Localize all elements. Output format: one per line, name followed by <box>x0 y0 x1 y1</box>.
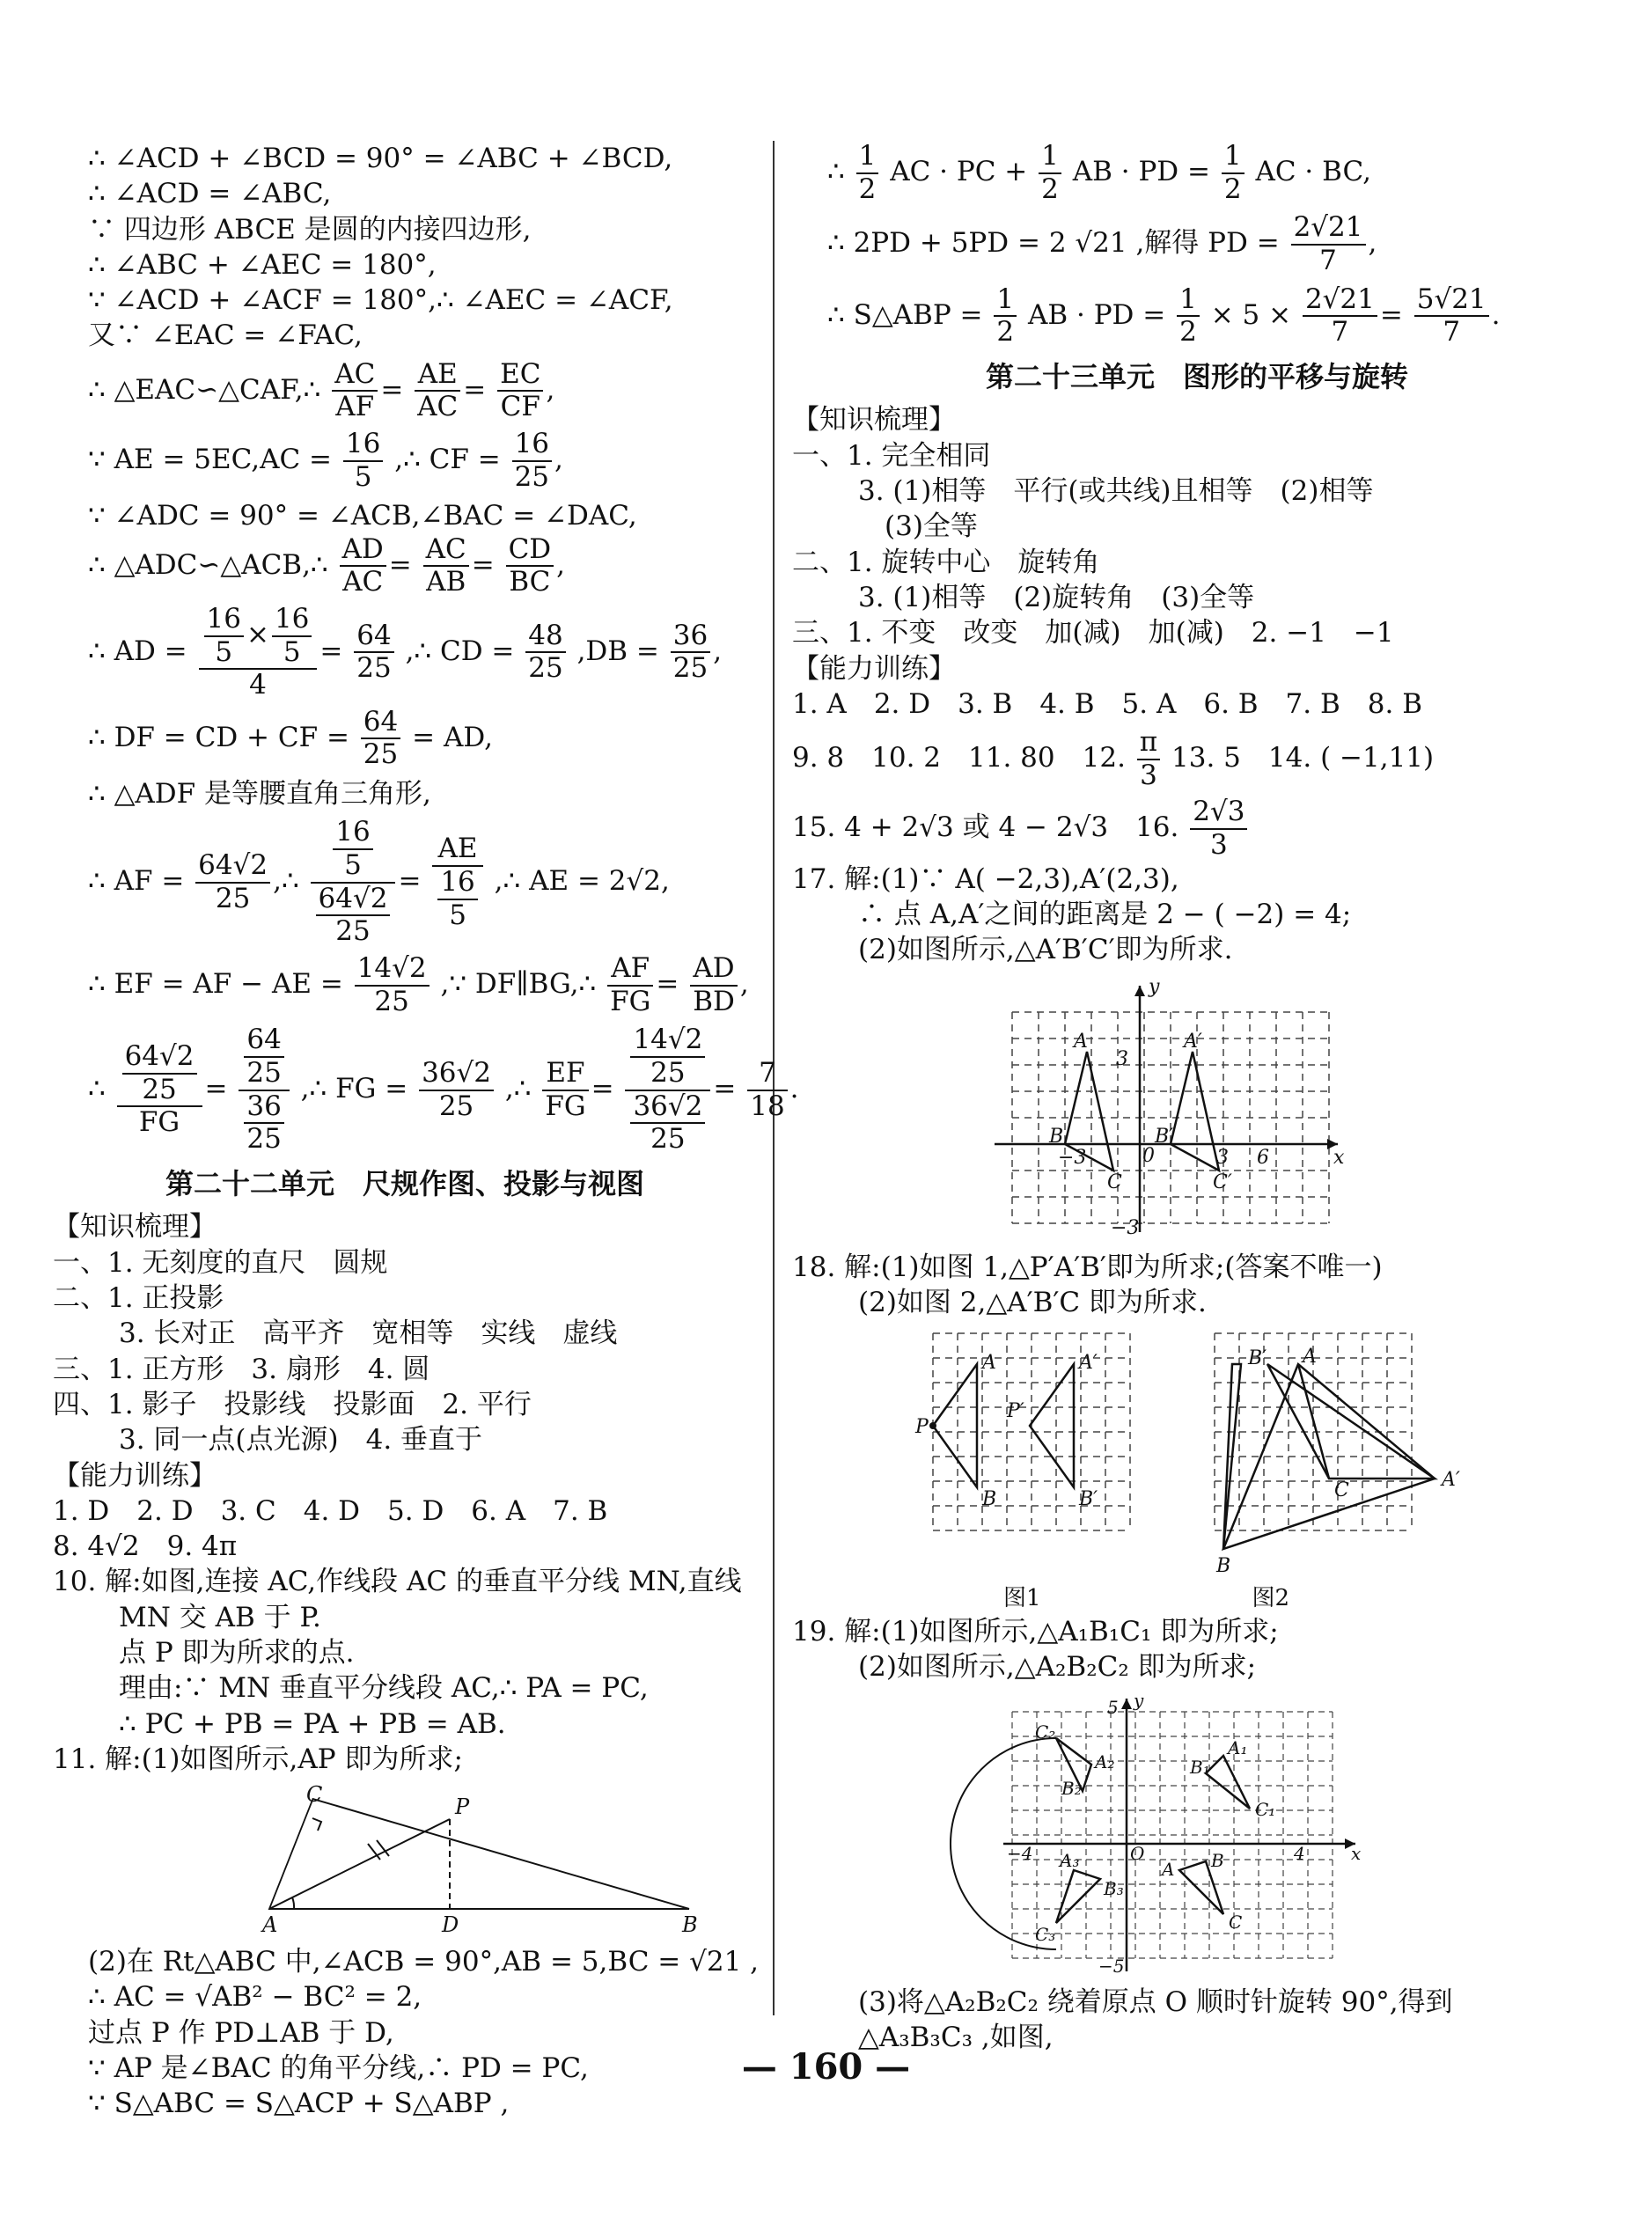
fraction <box>1291 212 1366 276</box>
fraction <box>423 534 469 598</box>
fraction <box>630 1024 705 1089</box>
text-line: ∴ 点 A,A′之间的距离是 2 − ( −2) = 4; <box>858 898 1352 930</box>
tick-label-6: 6 <box>1257 1146 1269 1169</box>
denominator: 25 <box>215 882 251 914</box>
text-line: ∵ ∠ADC = 90° = ∠ACB,∠BAC = ∠DAC, <box>88 500 637 532</box>
fraction <box>244 1091 283 1156</box>
text-line: (3)全等 <box>885 510 978 543</box>
denominator: 2 <box>1223 172 1242 205</box>
fraction <box>343 429 383 493</box>
text-line: 过点 P 作 PD⊥AB 于 D, <box>88 2016 394 2049</box>
angle-arc <box>292 1897 294 1909</box>
numerator: 64√2 <box>195 850 270 884</box>
denominator <box>432 867 482 931</box>
text-line: 三、1. 不变 改变 加(减) 加(减) 2. −1 −1 <box>792 617 1394 649</box>
denominator: FG <box>138 1106 180 1139</box>
numerator: AD <box>690 953 738 987</box>
label-a: A <box>1162 1858 1175 1880</box>
numerator: 7 <box>747 1058 787 1091</box>
denominator: FG <box>545 1090 586 1122</box>
label-a: A <box>262 1912 278 1938</box>
triangle-abc <box>269 1799 689 1909</box>
numerator: 1 <box>1222 141 1245 174</box>
denominator: AC <box>417 391 459 423</box>
label-b: B <box>1049 1125 1064 1148</box>
triangle-a3b3c3 <box>1056 1870 1100 1923</box>
section-header: 【能力训练】 <box>53 1459 217 1492</box>
fraction <box>361 707 400 771</box>
text-span: ∵ AE = 5EC,AC = <box>88 444 333 476</box>
text-line: (2)如图所示,△A′B′C′即为所求. <box>858 934 1233 966</box>
text-line: ∵ 四边形 ABCE 是圆的内接四边形, <box>88 213 532 246</box>
fraction <box>122 1041 197 1105</box>
fraction <box>607 953 653 1017</box>
denominator: 5 <box>283 635 301 668</box>
label-c-prime: C′ <box>1213 1171 1232 1193</box>
numerator: 36√2 <box>630 1091 705 1125</box>
denominator: CF <box>500 391 540 423</box>
fraction <box>437 867 477 931</box>
fraction <box>856 141 879 205</box>
compound-fraction <box>311 817 396 948</box>
denominator: AB <box>426 566 466 598</box>
numerator <box>239 1024 289 1090</box>
text-span: AB · PD = <box>1027 298 1166 331</box>
numerator: 16 <box>333 817 372 850</box>
fraction <box>542 1058 588 1122</box>
text-line: ∵ AE = 5EC,AC = $\frac{16}{5}$ ,∴ CF = $\frac{16}{25}$ , <box>88 428 563 493</box>
fraction <box>1039 141 1061 205</box>
denominator: 3 <box>1140 759 1157 791</box>
label-c: C <box>1107 1171 1122 1193</box>
numerator: 1 <box>856 141 879 174</box>
text-line: 二、1. 旋转中心 旋转角 <box>792 546 1100 578</box>
text-line: △A₃B₃C₃ ,如图, <box>858 2021 1054 2053</box>
text-line: ∵ ∠ACD + ∠ACF = 180°,∴ ∠AEC = ∠ACF, <box>88 284 673 317</box>
label-p: P <box>455 1794 470 1820</box>
denominator: 25 <box>356 652 392 685</box>
compound-fraction <box>117 1041 202 1139</box>
section-header: 【知识梳理】 <box>792 404 956 437</box>
denominator: 2 <box>1041 172 1059 205</box>
text-line: 四、1. 影子 投影线 投影面 2. 平行 <box>53 1388 532 1420</box>
caption-fig1: 图1 <box>1003 1585 1041 1612</box>
text-line: ∴ ∠ACD + ∠BCD = 90° = ∠ABC + ∠BCD, <box>88 143 673 174</box>
text-line: ∵ S△ABC = S△ACP + S△ABP , <box>88 2088 510 2120</box>
y-arrow-icon <box>1121 1699 1132 1709</box>
denominator <box>311 884 396 948</box>
label-a: A <box>982 1352 996 1375</box>
tick-label-4: 4 <box>1294 1842 1305 1864</box>
text-span: ∴ DF = CD + CF = <box>88 721 349 753</box>
text-line: 11. 解:(1)如图所示,AP 即为所求; <box>53 1743 463 1775</box>
numerator: 1 <box>1177 284 1200 318</box>
denominator: 25 <box>672 652 709 685</box>
fraction <box>525 620 565 685</box>
text-span: ∴ S△ABP = <box>827 298 983 331</box>
numerator <box>625 1024 710 1090</box>
text-line <box>792 796 1602 861</box>
text-span: AC · BC, <box>1255 156 1371 188</box>
numerator: 64√2 <box>316 884 391 917</box>
label-a3: A₃ <box>1060 1849 1080 1871</box>
bisector-ap <box>269 1819 450 1909</box>
numerator: 16 <box>204 604 244 637</box>
denominator <box>239 1091 289 1156</box>
text-span: × 5 × <box>1210 298 1292 331</box>
fraction <box>747 1058 787 1122</box>
text-span: 9. 8 10. 2 11. 80 12. <box>792 742 1126 774</box>
text-line: ∴ EF = AF − AE = $\frac{14√2}{25}$ ,∵ DF∥BG,∴ $\frac{AF}{FG}$ = $\frac{AD}{BD}$ , <box>88 951 749 1017</box>
axis-label-y: y <box>1149 975 1160 998</box>
denominator: BC <box>509 566 551 598</box>
text-line: ∴ △ADF 是等腰直角三角形, <box>88 778 431 811</box>
label-b-2: B <box>1216 1555 1231 1578</box>
tick-label-neg3x: −3 <box>1058 1146 1087 1169</box>
text-line: (3)将△A₂B₂C₂ 绕着原点 O 顺时针旋转 90°,得到 <box>858 1985 1453 2018</box>
denominator: 5 <box>354 460 372 493</box>
numerator: 2√21 <box>1291 212 1366 246</box>
section-header: 【知识梳理】 <box>53 1211 217 1244</box>
label-c: C <box>306 1782 323 1808</box>
denominator: 7 <box>1319 244 1337 276</box>
numerator: 64√2 <box>122 1041 197 1075</box>
fraction <box>630 1091 705 1156</box>
text-line: 10. 解:如图,连接 AC,作线段 AC 的垂直平分线 MN,直线 <box>53 1566 742 1598</box>
denominator: 5 <box>344 849 362 882</box>
tick-label-5: 5 <box>1107 1696 1119 1718</box>
text-line: 又∵ ∠EAC = ∠FAC, <box>88 319 363 352</box>
denominator: 2 <box>1179 316 1197 349</box>
label-c3: C₃ <box>1035 1923 1056 1945</box>
label-c: C <box>1229 1911 1243 1933</box>
text-line: 3. (1)相等 (2)旋转角 (3)全等 <box>858 581 1255 613</box>
text-span: ,∴ FG = <box>300 1073 408 1105</box>
denominator: 25 <box>246 1056 282 1089</box>
text-line: 理由:∵ MN 垂直平分线段 AC,∴ PA = PC, <box>119 1672 649 1705</box>
text-line: ∴ AC = √AB² − BC² = 2, <box>88 1981 422 2014</box>
numerator: 36 <box>244 1091 283 1125</box>
label-b: B <box>982 1488 997 1511</box>
fraction <box>355 953 430 1017</box>
right-angle-mark <box>312 1818 321 1831</box>
text-line: 8. 4√2 9. 4π <box>53 1530 238 1563</box>
numerator: CD <box>506 534 554 568</box>
text-line: (2)在 Rt△ABC 中,∠ACB = 90°,AB = 5,BC = √21 , <box>88 1946 760 1978</box>
label-a2: A₂ <box>1095 1750 1115 1772</box>
compound-fraction <box>239 1024 289 1156</box>
fraction <box>195 850 270 914</box>
numerator: 16 <box>512 429 552 462</box>
label-a-prime: A′ <box>1184 1030 1202 1053</box>
numerator: 16 <box>343 429 383 462</box>
origin-label: O <box>1130 1842 1145 1864</box>
label-p: P <box>915 1416 929 1439</box>
text-span: ,DB = <box>576 635 659 667</box>
denominator: 25 <box>335 915 371 948</box>
denominator: AF <box>335 391 375 423</box>
text-line: ∴ S△ABP = $\frac{1}{2}$ AB · PD = $\frac{1}{2}$ × 5 × $\frac{2√21}{7}$ = $\frac{5√21}{7}$ . <box>827 283 1501 349</box>
text-line <box>53 707 757 771</box>
text-line: ∴ △ADC∽△ACB,∴ $\frac{AD}{AC}$ = $\frac{AC}{AB}$ = $\frac{CD}{BC}$ , <box>88 532 566 598</box>
denominator: 25 <box>528 652 563 685</box>
triangle-abc <box>1267 1364 1435 1479</box>
compound-fraction <box>625 1024 710 1156</box>
numerator: 64 <box>244 1024 283 1058</box>
numerator: 16 <box>272 604 312 637</box>
fraction <box>506 534 554 598</box>
label-b-prime: B′ <box>1155 1125 1174 1148</box>
denominator: 25 <box>650 1123 686 1156</box>
unit-title: 第二十二单元 尺规作图、投影与视图 <box>165 1166 644 1200</box>
numerator: 14√2 <box>355 953 430 987</box>
text-line <box>792 141 1602 205</box>
denominator: AC <box>342 566 384 598</box>
text-line <box>792 727 1602 791</box>
text-span: ,∵ DF∥BG,∴ <box>440 968 597 1001</box>
fraction <box>690 953 738 1017</box>
text-line: ∴ △EAC∽△CAF,∴ $\frac{AC}{AF}$ = $\frac{AE}{AC}$ = $\frac{EC}{CF}$ , <box>88 357 555 423</box>
denominator: 25 <box>438 1090 474 1122</box>
numerator: 5√21 <box>1414 284 1489 318</box>
text-span: AB · PD = <box>1072 156 1210 188</box>
fraction <box>1303 284 1377 349</box>
axis-label-x: x <box>1333 1146 1345 1169</box>
tick-label-3x: 3 <box>1216 1146 1229 1169</box>
text-span: ,∴ <box>504 1073 532 1105</box>
text-line: 17. 解:(1)∵ A( −2,3),A′(2,3), <box>792 862 1179 895</box>
text-span: ∴ <box>827 156 845 188</box>
text-line: 3. (1)相等 平行(或共线)且相等 (2)相等 <box>858 475 1374 508</box>
denominator: 25 <box>650 1056 686 1089</box>
numerator: π <box>1137 727 1160 760</box>
denominator: 4 <box>249 669 267 701</box>
text-line: 一、1. 完全相同 <box>792 439 991 472</box>
numerator <box>117 1041 202 1107</box>
figure-q19-grid <box>1003 1689 1373 1977</box>
numerator: 1 <box>994 284 1017 318</box>
label-c: C <box>1334 1479 1349 1502</box>
figure-q18 <box>915 1329 1584 1578</box>
label-a-prime: A′ <box>1079 1352 1098 1375</box>
numerator: EC <box>497 359 543 393</box>
text-span: ∴ AD = <box>88 635 187 667</box>
denominator: FG <box>610 985 651 1017</box>
text-span: 13. 5 14. ( −1,11) <box>1171 742 1435 774</box>
label-b: B <box>1211 1849 1224 1871</box>
denominator <box>625 1091 710 1156</box>
section-header: 【能力训练】 <box>792 652 956 685</box>
numerator: 1 <box>1039 141 1061 174</box>
denominator: 5 <box>449 899 466 931</box>
caption-fig2: 图2 <box>1252 1585 1290 1612</box>
text-span: ∴ 2PD + 5PD = 2 √21 ,解得 PD = <box>827 227 1280 260</box>
label-a-prime-2: A′ <box>1442 1469 1460 1492</box>
label-b-prime: B′ <box>1079 1488 1098 1511</box>
fraction <box>354 620 393 685</box>
tick-label-3: 3 <box>1116 1047 1128 1070</box>
left-column <box>53 141 799 2122</box>
axis-label-x: x <box>1351 1842 1362 1864</box>
fraction <box>333 817 372 881</box>
y-arrow-icon <box>1134 986 1145 996</box>
numerator: 2√3 <box>1190 796 1247 830</box>
fraction <box>1137 727 1160 791</box>
numerator: 16 <box>437 867 477 900</box>
fraction <box>419 1058 494 1122</box>
numerator: AE <box>415 359 460 393</box>
numerator: 36 <box>671 620 710 654</box>
fraction <box>340 534 386 598</box>
tick-label-neg3: −3 <box>1111 1216 1140 1239</box>
triangle-aux <box>1223 1364 1241 1549</box>
triangle-a1b1c1 <box>1206 1756 1250 1809</box>
fraction <box>1222 141 1245 205</box>
text-span: ∴ AF = <box>88 865 185 898</box>
numerator: AD <box>340 534 386 568</box>
denominator: 7 <box>1331 316 1349 349</box>
fraction <box>1177 284 1200 349</box>
numerator: 2√21 <box>1303 284 1377 318</box>
denominator: 2 <box>996 316 1015 349</box>
text-line: ∴ ∠ABC + ∠AEC = 180°, <box>88 248 437 281</box>
text-line: ∴ $\frac{\frac{64√2}{25}}{FG}$ = $\frac{\frac{64}{25}}{\frac{36}{25}}$ ,∴ FG = $\frac{36√2}{25}$ ,∴ $\frac{EF}{FG}$ = $\frac{\frac{14√2}{25}}{\frac{36√2}{25}}$ = $\frac{7}{18}$ . <box>88 1024 799 1156</box>
denominator: 25 <box>374 985 409 1017</box>
label-b-prime-2: B′ <box>1248 1347 1267 1370</box>
fraction <box>512 429 552 493</box>
label-b: B <box>682 1912 698 1938</box>
label-d: D <box>442 1912 459 1938</box>
denominator: 7 <box>1443 316 1461 349</box>
denominator: 25 <box>514 460 550 493</box>
fraction <box>415 359 460 423</box>
text-line: ∴ PC + PB = PA + PB = AB. <box>119 1707 506 1740</box>
fraction <box>332 359 378 423</box>
numerator: AC <box>332 359 378 393</box>
label-b1: B₁ <box>1190 1756 1210 1778</box>
text-line: ∵ AP 是∠BAC 的角平分线,∴ PD = PC, <box>88 2052 589 2085</box>
compound-fraction <box>199 604 318 701</box>
text-line: ∴ 2PD + 5PD = 2 √21 ,解得 PD = $\frac{2√21}{7}$ , <box>827 211 1377 276</box>
text-line: ∴ AF = $\frac{64√2}{25}$ ,∴ $\frac{\frac{16}{5}}{\frac{64√2}{25}}$ = $\frac{AE}{\frac{16}{5}}$ ,∴ AE = 2√2, <box>88 816 670 948</box>
denominator: 25 <box>363 738 399 771</box>
fraction <box>1190 796 1247 861</box>
figure-q17-grid <box>986 977 1355 1241</box>
text-span: ∴ △EAC∽△CAF,∴ <box>88 373 321 406</box>
text-line: 1. D 2. D 3. C 4. D 5. D 6. A 7. B <box>53 1494 608 1527</box>
text-line: 1. A 2. D 3. B 4. B 5. A 6. B 7. B 8. B <box>792 687 1422 720</box>
numerator: 64 <box>361 707 400 740</box>
text-span: ,∴ CD = <box>405 635 515 667</box>
unit-title: 第二十三单元 图形的平移与旋转 <box>985 359 1408 393</box>
numerator: 64 <box>354 620 393 654</box>
text-line: 19. 解:(1)如图所示,△A₁B₁C₁ 即为所求; <box>792 1615 1279 1648</box>
tick-label-neg4: −4 <box>1007 1842 1033 1864</box>
fraction <box>244 1024 283 1089</box>
text-line: ∴ AD = $\frac{16}{5}$ × $\frac{16}{5}$ 4 = $\frac{64}{25}$ ,∴ CD = $\frac{48}{25}$ ,DB = $\frac{36}{25}$ , <box>88 602 723 701</box>
text-line: ∴ ∠ACD = ∠ABC, <box>88 178 332 210</box>
figure-q11-triangle <box>238 1782 698 1938</box>
text-line: 三、1. 正方形 3. 扇形 4. 圆 <box>53 1353 430 1385</box>
text-span: AC · PC + <box>890 156 1028 188</box>
denominator: 18 <box>750 1090 785 1122</box>
tick-label-neg5: −5 <box>1098 1955 1125 1977</box>
denominator: 2 <box>858 172 877 205</box>
text-span: = AD, <box>412 721 493 753</box>
fraction <box>272 604 312 668</box>
text-line: 点 P 即为所求的点. <box>119 1636 355 1669</box>
denominator: 3 <box>1209 829 1228 862</box>
numerator: $\frac{16}{5}$ × $\frac{16}{5}$ <box>199 604 318 670</box>
label-b3: B₃ <box>1104 1877 1124 1899</box>
fraction <box>671 620 710 685</box>
text-line: (2)如图所示,△A₂B₂C₂ 即为所求; <box>858 1651 1257 1684</box>
numerator: 14√2 <box>630 1024 705 1058</box>
denominator: 5 <box>215 635 233 668</box>
fraction <box>497 359 543 423</box>
label-b2: B₂ <box>1061 1777 1082 1799</box>
text-line: 3. 长对正 高平齐 宽相等 实线 虚线 <box>119 1317 618 1350</box>
point-p <box>929 1422 936 1429</box>
label-c2: C₂ <box>1035 1721 1056 1743</box>
numerator: 48 <box>525 620 565 654</box>
denominator: 25 <box>246 1123 282 1156</box>
fraction <box>994 284 1017 349</box>
text-span: 15. 4 + 2√3 或 4 − 2√3 16. <box>792 811 1179 844</box>
numerator: AE <box>432 833 482 867</box>
right-column <box>792 141 1602 2055</box>
numerator <box>311 817 396 883</box>
denominator: BD <box>693 985 735 1017</box>
compound-fraction <box>432 833 482 931</box>
figure-captions <box>792 1584 1602 1614</box>
denominator: 25 <box>142 1073 177 1105</box>
numerator: AC <box>423 534 469 568</box>
text-line: 二、1. 正投影 <box>53 1282 224 1315</box>
text-span: ∴ EF = AF − AE = <box>88 968 343 1001</box>
text-span: ,∴ AE = 2√2, <box>494 865 670 898</box>
triangle-a-b-c-prime <box>1171 1052 1219 1171</box>
label-p-prime: P′ <box>1007 1400 1024 1423</box>
numerator: 36√2 <box>419 1058 494 1091</box>
text-line: (2)如图 2,△A′B′C 即为所求. <box>858 1286 1207 1318</box>
text-line: 18. 解:(1)如图 1,△P′A′B′即为所求;(答案不唯一) <box>792 1251 1383 1283</box>
text-line: MN 交 AB 于 P. <box>119 1601 321 1633</box>
construction-marks <box>368 1840 389 1860</box>
fraction <box>204 604 244 668</box>
label-a-2: A <box>1303 1346 1317 1369</box>
text-line: 一、1. 无刻度的直尺 圆规 <box>53 1246 388 1279</box>
label-a: A <box>1074 1030 1088 1053</box>
numerator: EF <box>542 1058 588 1091</box>
label-c1: C₁ <box>1255 1798 1276 1820</box>
label-a1: A₁ <box>1228 1736 1248 1758</box>
fraction <box>316 884 391 948</box>
page-number: — 160 — <box>741 2046 911 2088</box>
origin-label: 0 <box>1142 1144 1155 1167</box>
text-line: 3. 同一点(点光源) 4. 垂直于 <box>119 1424 483 1457</box>
fraction <box>1414 284 1489 349</box>
text-span: ,∴ CF = <box>394 444 501 476</box>
text-span: ∴ △ADC∽△ACB,∴ <box>88 548 328 581</box>
numerator: AF <box>607 953 653 987</box>
axis-label-y: y <box>1134 1689 1144 1711</box>
